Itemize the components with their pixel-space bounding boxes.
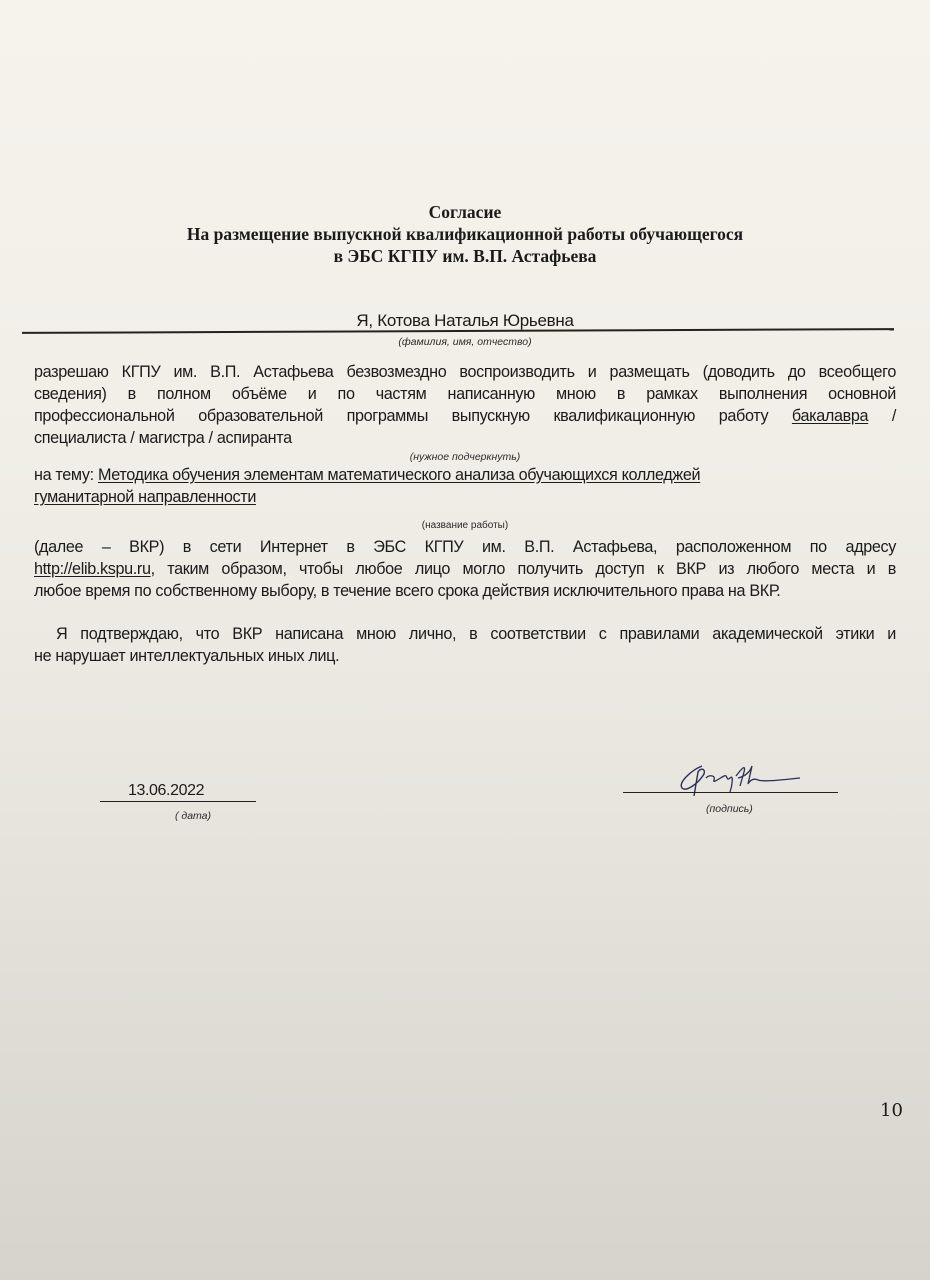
document-subtitle: На размещение выпускной квалификационной работы обучающегося	[186, 224, 744, 244]
topic-title: Методика обучения элементам математического анализа обучающихся колледжей	[97, 466, 701, 484]
permission-line-slash: /	[891, 407, 896, 425]
confirmation-line: Я подтверждаю, что ВКР написана мною лично, в соответствии с правилами академической этики и	[56, 625, 896, 643]
date-hint: ( дата)	[175, 810, 212, 822]
topic-block	[34, 464, 896, 508]
date-field	[100, 782, 260, 802]
permission-paragraph	[34, 361, 896, 449]
signature-line	[623, 792, 838, 793]
publication-line: любое время по собственному выбору, в течение всего срока действия исключительного права на ВКР.	[34, 582, 781, 600]
date-value: 13.06.2022	[128, 782, 205, 799]
name-hint: (фамилия, имя, отчество)	[398, 336, 532, 348]
signature-hint: (подпись)	[706, 803, 753, 815]
publication-paragraph	[34, 536, 896, 602]
permission-line: разрешаю КГПУ им. В.П. Астафьева безвозмездно воспроизводить и размещать (доводить до всеобщего	[34, 363, 896, 381]
publication-line: (далее – ВКР) в сети Интернет в ЭБС КГПУ им. В.П. Астафьева, расположенном по адресу	[34, 538, 896, 556]
document-title: Согласие	[428, 202, 502, 222]
page-number: 10	[880, 1100, 903, 1121]
topic-title-continued: гуманитарной направленности	[34, 488, 257, 506]
permission-line-text: профессиональной образовательной программы выпускную квалификационную работу	[34, 407, 769, 425]
permission-line: сведения) в полном объёме и по частям написанную мною в рамках выполнения основной	[34, 385, 896, 403]
underline-hint: (нужное подчеркнуть)	[409, 451, 521, 463]
topic-hint: (название работы)	[421, 520, 509, 531]
selected-degree: бакалавра	[791, 407, 869, 425]
permission-line	[34, 405, 896, 427]
date-underline	[100, 801, 256, 802]
document-subtitle-institution: в ЭБС КГПУ им. В.П. Астафьева	[333, 246, 597, 266]
permission-line: специалиста / магистра / аспиранта	[34, 429, 292, 447]
publication-line-text: , таким образом, чтобы любое лицо могло получить доступ к ВКР из любого места и в	[150, 560, 896, 578]
confirmation-paragraph	[34, 623, 896, 667]
declarant-name: Я, Котова Наталья Юрьевна	[356, 311, 574, 330]
elib-link[interactable]: http://elib.kspu.ru	[34, 560, 151, 578]
confirmation-line: не нарушает интеллектуальных иных лиц.	[34, 647, 340, 665]
topic-label: на тему:	[34, 466, 94, 484]
publication-line	[34, 558, 896, 580]
